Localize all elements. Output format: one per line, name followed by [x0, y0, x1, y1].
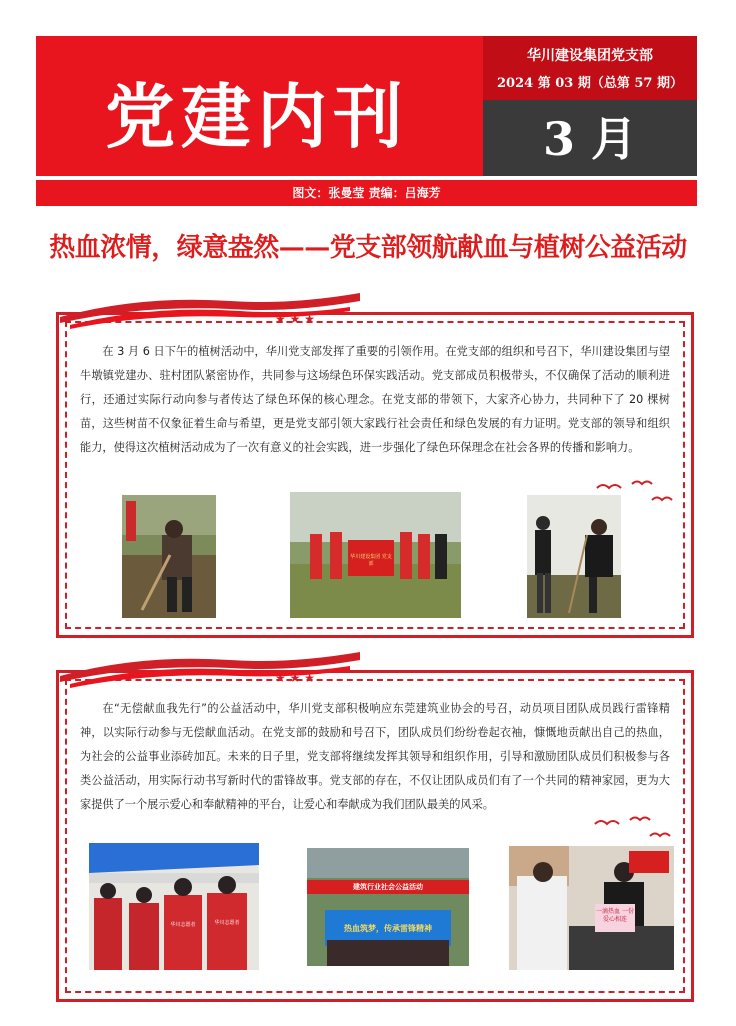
- photo-blood-donation: [509, 846, 674, 970]
- section1-paragraph: 在 3 月 6 日下午的植树活动中，华川党支部发挥了重要的引领作用。在党支部的组织和号召下，华川建设集团与望牛墩镇党建办、驻村团队紧密协作，共同参与这场绿色环保实践活动。党支部成员积极带头，不仅确保了活动的顺利进行，还通过实际行动向参与者传达了绿色环保的核心理念。在党支部的带领下，大家齐心协力，共同种下了 20 棵树苗，这些树苗不仅象征着生命与希望，更是党支部引领大家践行社会责任和绿色发展的有力证明。党支部的领导和组织能力，使得这次植树活动成为了一次有意义的社会实践，进一步强化了绿色环保理念在社会各界的传播和影响力。: [80, 345, 670, 454]
- vest-label-2: 华川志愿者: [214, 920, 240, 926]
- section2-paragraph: 在“无偿献血我先行”的公益活动中，华川党支部积极响应东莞建筑业协会的号召，动员项目团队成员践行雷锋精神，以实际行动参与无偿献血活动。在党支部的鼓励和号召下，团队成员们纷纷卷起衣袖，慷慨地贡献出自己的热血，为社会的公益事业添砖加瓦。未来的日子里，党支部将继续发挥其领导和组织作用，引导和激励团队成员们积极参与各类公益活动，用实际行动书写新时代的雷锋故事。党支部的存在，不仅让团队成员们有了一个共同的精神家园，更为大家提供了一个展示爱心和奉献精神的平台，让爱心和奉献成为我们团队最美的风采。: [80, 702, 670, 811]
- birds-decoration-icon-2: [590, 812, 680, 842]
- section1-ribbon-icon: [60, 287, 360, 337]
- article-headline: 热血浓情，绿意盎然——党支部领航献血与植树公益活动: [49, 233, 687, 263]
- masthead: [36, 36, 697, 206]
- svg-text:★ ★ ★: ★ ★ ★: [275, 312, 315, 326]
- donation-sign-text: 一滴热血 一份爱心相连: [596, 908, 634, 923]
- month-panel: [483, 100, 697, 176]
- organization-name: 华川建设集团党支部: [527, 48, 653, 64]
- photo-blood-volunteers: [89, 843, 259, 970]
- publication-title: 党建内刊: [105, 75, 409, 158]
- photo2-main-banner: 热血筑梦，传承雷锋精神: [344, 924, 432, 933]
- issue-number: 2024 第 03 期（总第 57 期）: [497, 76, 683, 91]
- photo-planting-digging: [122, 495, 216, 618]
- vest-label-1: 华川志愿者: [170, 922, 196, 928]
- photo2-top-banner: 建筑行业社会公益活动: [353, 883, 423, 891]
- photo-planting-group: [290, 492, 461, 618]
- credits-bar: [36, 180, 697, 206]
- issue-month: 3 月: [542, 112, 638, 166]
- section2-ribbon-icon: [60, 646, 360, 696]
- masthead-info-panel: [483, 36, 697, 100]
- masthead-title-panel: [36, 36, 483, 176]
- svg-text:★ ★ ★: ★ ★ ★: [275, 671, 315, 685]
- photo-planting-tree: [527, 495, 621, 618]
- photo-blood-group: [307, 848, 469, 966]
- credits-text: 图文：张曼莹 责编：吕海芳: [292, 186, 441, 200]
- group-banner-text: 华川建设集团 党支部: [350, 554, 392, 567]
